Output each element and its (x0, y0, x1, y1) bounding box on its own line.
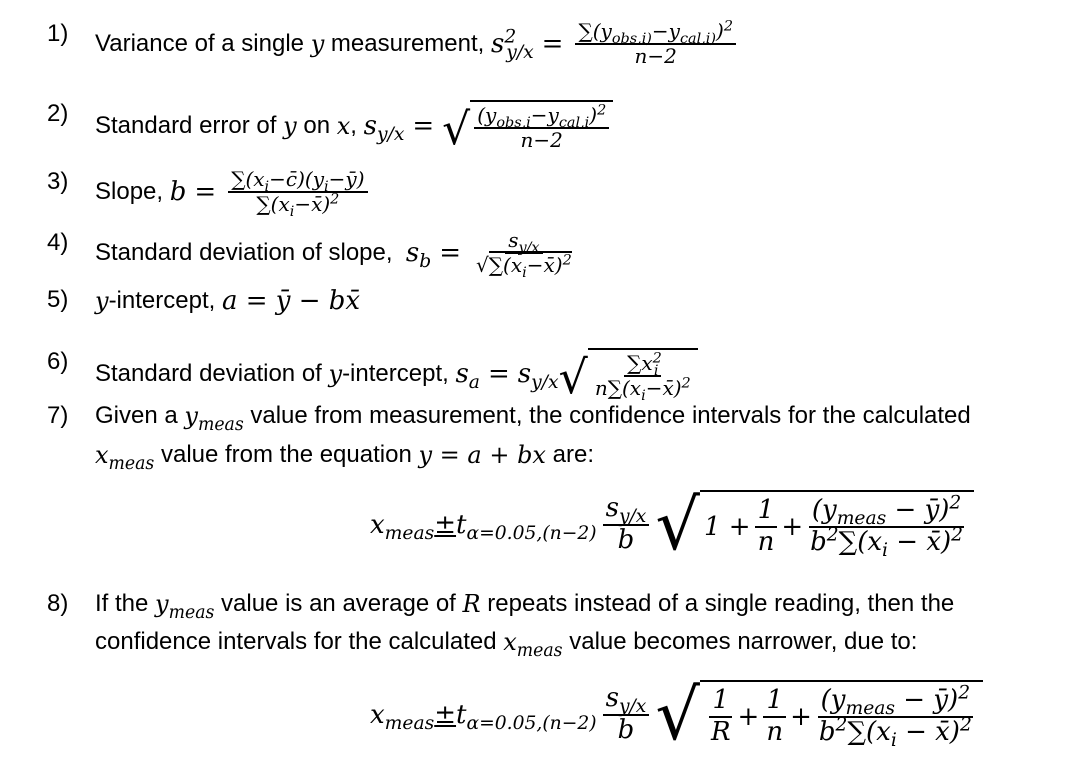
item-number: 6) (47, 348, 69, 375)
intercept-formula: a = ȳ − bx̄ (221, 286, 361, 316)
math-xmeas: $x_{meas}$ (503, 628, 563, 661)
variance-fraction: $\frac{\sum(y_{obs,i)}-y_{cal,i)})^2}{n-2}$ (575, 20, 736, 68)
math-s-yx: $s_{y/x}$ (363, 111, 405, 146)
item-text-3: value from the equation (160, 441, 412, 468)
item-number: 1) (47, 20, 69, 47)
item-text: Standard deviation of slope, (95, 239, 393, 266)
item-text: Slope, (95, 178, 164, 205)
item-number: 5) (47, 286, 69, 313)
math-equation: y = a + bx (418, 441, 546, 469)
math-b: b (169, 177, 187, 207)
equals-sign: = (412, 111, 435, 141)
math-y: y (328, 360, 343, 388)
item-text: Standard error of (95, 112, 277, 139)
item-text-4: are: (552, 441, 594, 468)
equals-sign: = (541, 29, 564, 59)
std-error-sqrt: √ $\frac{(y_{obs,i}-y_{cal,i})^2}{n-2}$ (442, 100, 613, 152)
slope-fraction: $\frac{\sum(x_i-c̄)(y_i-ȳ)}{\sum(x_i-x̄)^2}$ (228, 168, 367, 216)
math-y: y (310, 30, 325, 58)
math-R: R (462, 590, 481, 618)
math-s-a: $s_a$ (455, 359, 480, 394)
item-text: -intercept, (108, 287, 216, 314)
equals-sign: = (439, 238, 462, 268)
item-text-4: confidence intervals for the calculated (95, 628, 497, 655)
slope-sd-fraction: $\frac{s_{y/x}}{√\sum(x_i-x̄)^2}$ (476, 228, 572, 281)
item-text: Variance of a single (95, 30, 305, 57)
item-number: 4) (47, 229, 69, 256)
confidence-interval-formula-1: $x_{meas}\pm t_{\alpha=0.05,(n-2)}$ $\frac{s_{y/x}}{b}$ √ 1 + $\frac{1}{n}$ + $\frac{(y_{meas} - ȳ)^2}{b^2\sum(x_i - x̄)^2}$ (370, 490, 974, 560)
math-s-b: $s_b$ (405, 238, 432, 273)
equals-sign: = (487, 359, 510, 389)
item-number: 7) (47, 402, 69, 429)
item-text-2: value is an average of (221, 590, 456, 617)
item-text: Standard deviation of (95, 360, 322, 387)
item-text-on: on (303, 112, 331, 139)
math-y: y (283, 112, 297, 140)
confidence-interval-formula-2: $x_{meas}\pm t_{\alpha=0.05,(n-2)}$ $\frac{s_{y/x}}{b}$ √ $\frac{1}{R}$ + $\frac{1}{n}$ + $\frac{(y_{meas} - ȳ)^2}{b^2\sum(x_i - x̄)^2}$ (370, 680, 983, 750)
math-ymeas: $y_{meas}$ (155, 590, 215, 623)
item-text-2: measurement, (330, 30, 485, 57)
math-s-yx-squared: $s^2_{y/x}$ (491, 26, 534, 64)
item-text: If the (95, 590, 149, 617)
intercept-sd-sqrt: √ $\frac{\sum x^2_i}{n\sum(x_i-x̄)^2}$ (559, 348, 698, 400)
item-text-5: value becomes narrower, due to: (569, 628, 918, 655)
item-text-3: repeats instead of a single reading, then the (487, 590, 955, 617)
math-xmeas: $x_{meas}$ (95, 441, 155, 474)
math-s-yx: $s_{y/x}$ (517, 359, 559, 394)
item-number: 2) (47, 100, 69, 127)
item-text-2: -intercept, (342, 360, 449, 387)
item-number: 3) (47, 168, 69, 195)
item-text-2: value from measurement, the confidence intervals for the calculated (250, 402, 971, 429)
math-ymeas: $y_{meas}$ (184, 402, 244, 435)
math-y: y (95, 287, 109, 315)
item-number: 8) (47, 590, 69, 617)
item-text: Given a (95, 402, 178, 429)
math-x: x (336, 112, 351, 140)
equals-sign: = (194, 177, 217, 207)
